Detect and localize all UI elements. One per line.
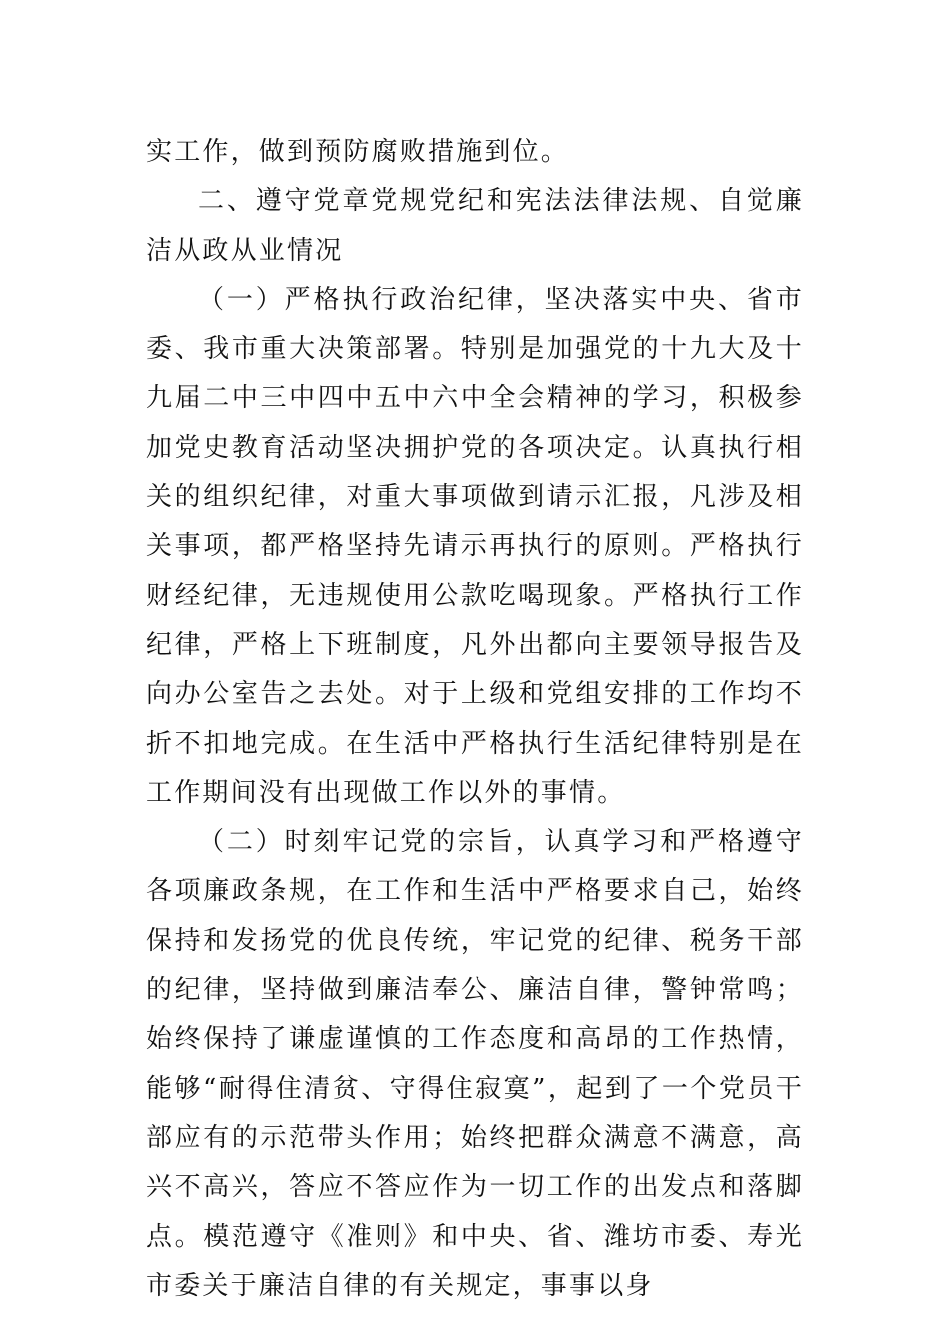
- paragraph-continuation: 实工作，做到预防腐败措施到位。: [146, 137, 570, 167]
- paragraph-party-purpose: （二）时刻牢记党的宗旨，认真学习和严格遵守各项廉政条规，在工作和生活中严格要求自己，始终保持和发扬党的优良传统，牢记党的纪律、税务干部的纪律，坚持做到廉洁奉公、廉洁自律，警钟常鸣；始终保持了谦虚谨慎的工作态度和高昂的工作热情，能够“耐得住清贫、守得住寂寞”，起到了一个党员干部应有的示范带头作用；始终把群众满意不满意，高兴不高兴，答应不答应作为一切工作的出发点和落脚点。模范遵守《准则》和中央、省、潍坊市委、寿光市委关于廉洁自律的有关规定，事事以身: [146, 827, 804, 1301]
- section-heading-two: 二、遵守党章党规党纪和宪法法律法规、自觉廉洁从政从业情况: [146, 186, 804, 266]
- paragraph-political-discipline: （一）严格执行政治纪律，坚决落实中央、省市委、我市重大决策部署。特别是加强党的十九大及十九届二中三中四中五中六中全会精神的学习，积极参加党史教育活动坚决拥护党的各项决定。认真执行相关的组织纪律，对重大事项做到请示汇报，凡涉及相关事项，都严格坚持先请示再执行的原则。严格执行财经纪律，无违规使用公款吃喝现象。严格执行工作纪律，严格上下班制度，凡外出都向主要领导报告及向办公室告之去处。对于上级和党组安排的工作均不折不扣地完成。在生活中严格执行生活纪律特别是在工作期间没有出现做工作以外的事情。: [146, 284, 804, 808]
- document-body: [146, 128, 804, 1311]
